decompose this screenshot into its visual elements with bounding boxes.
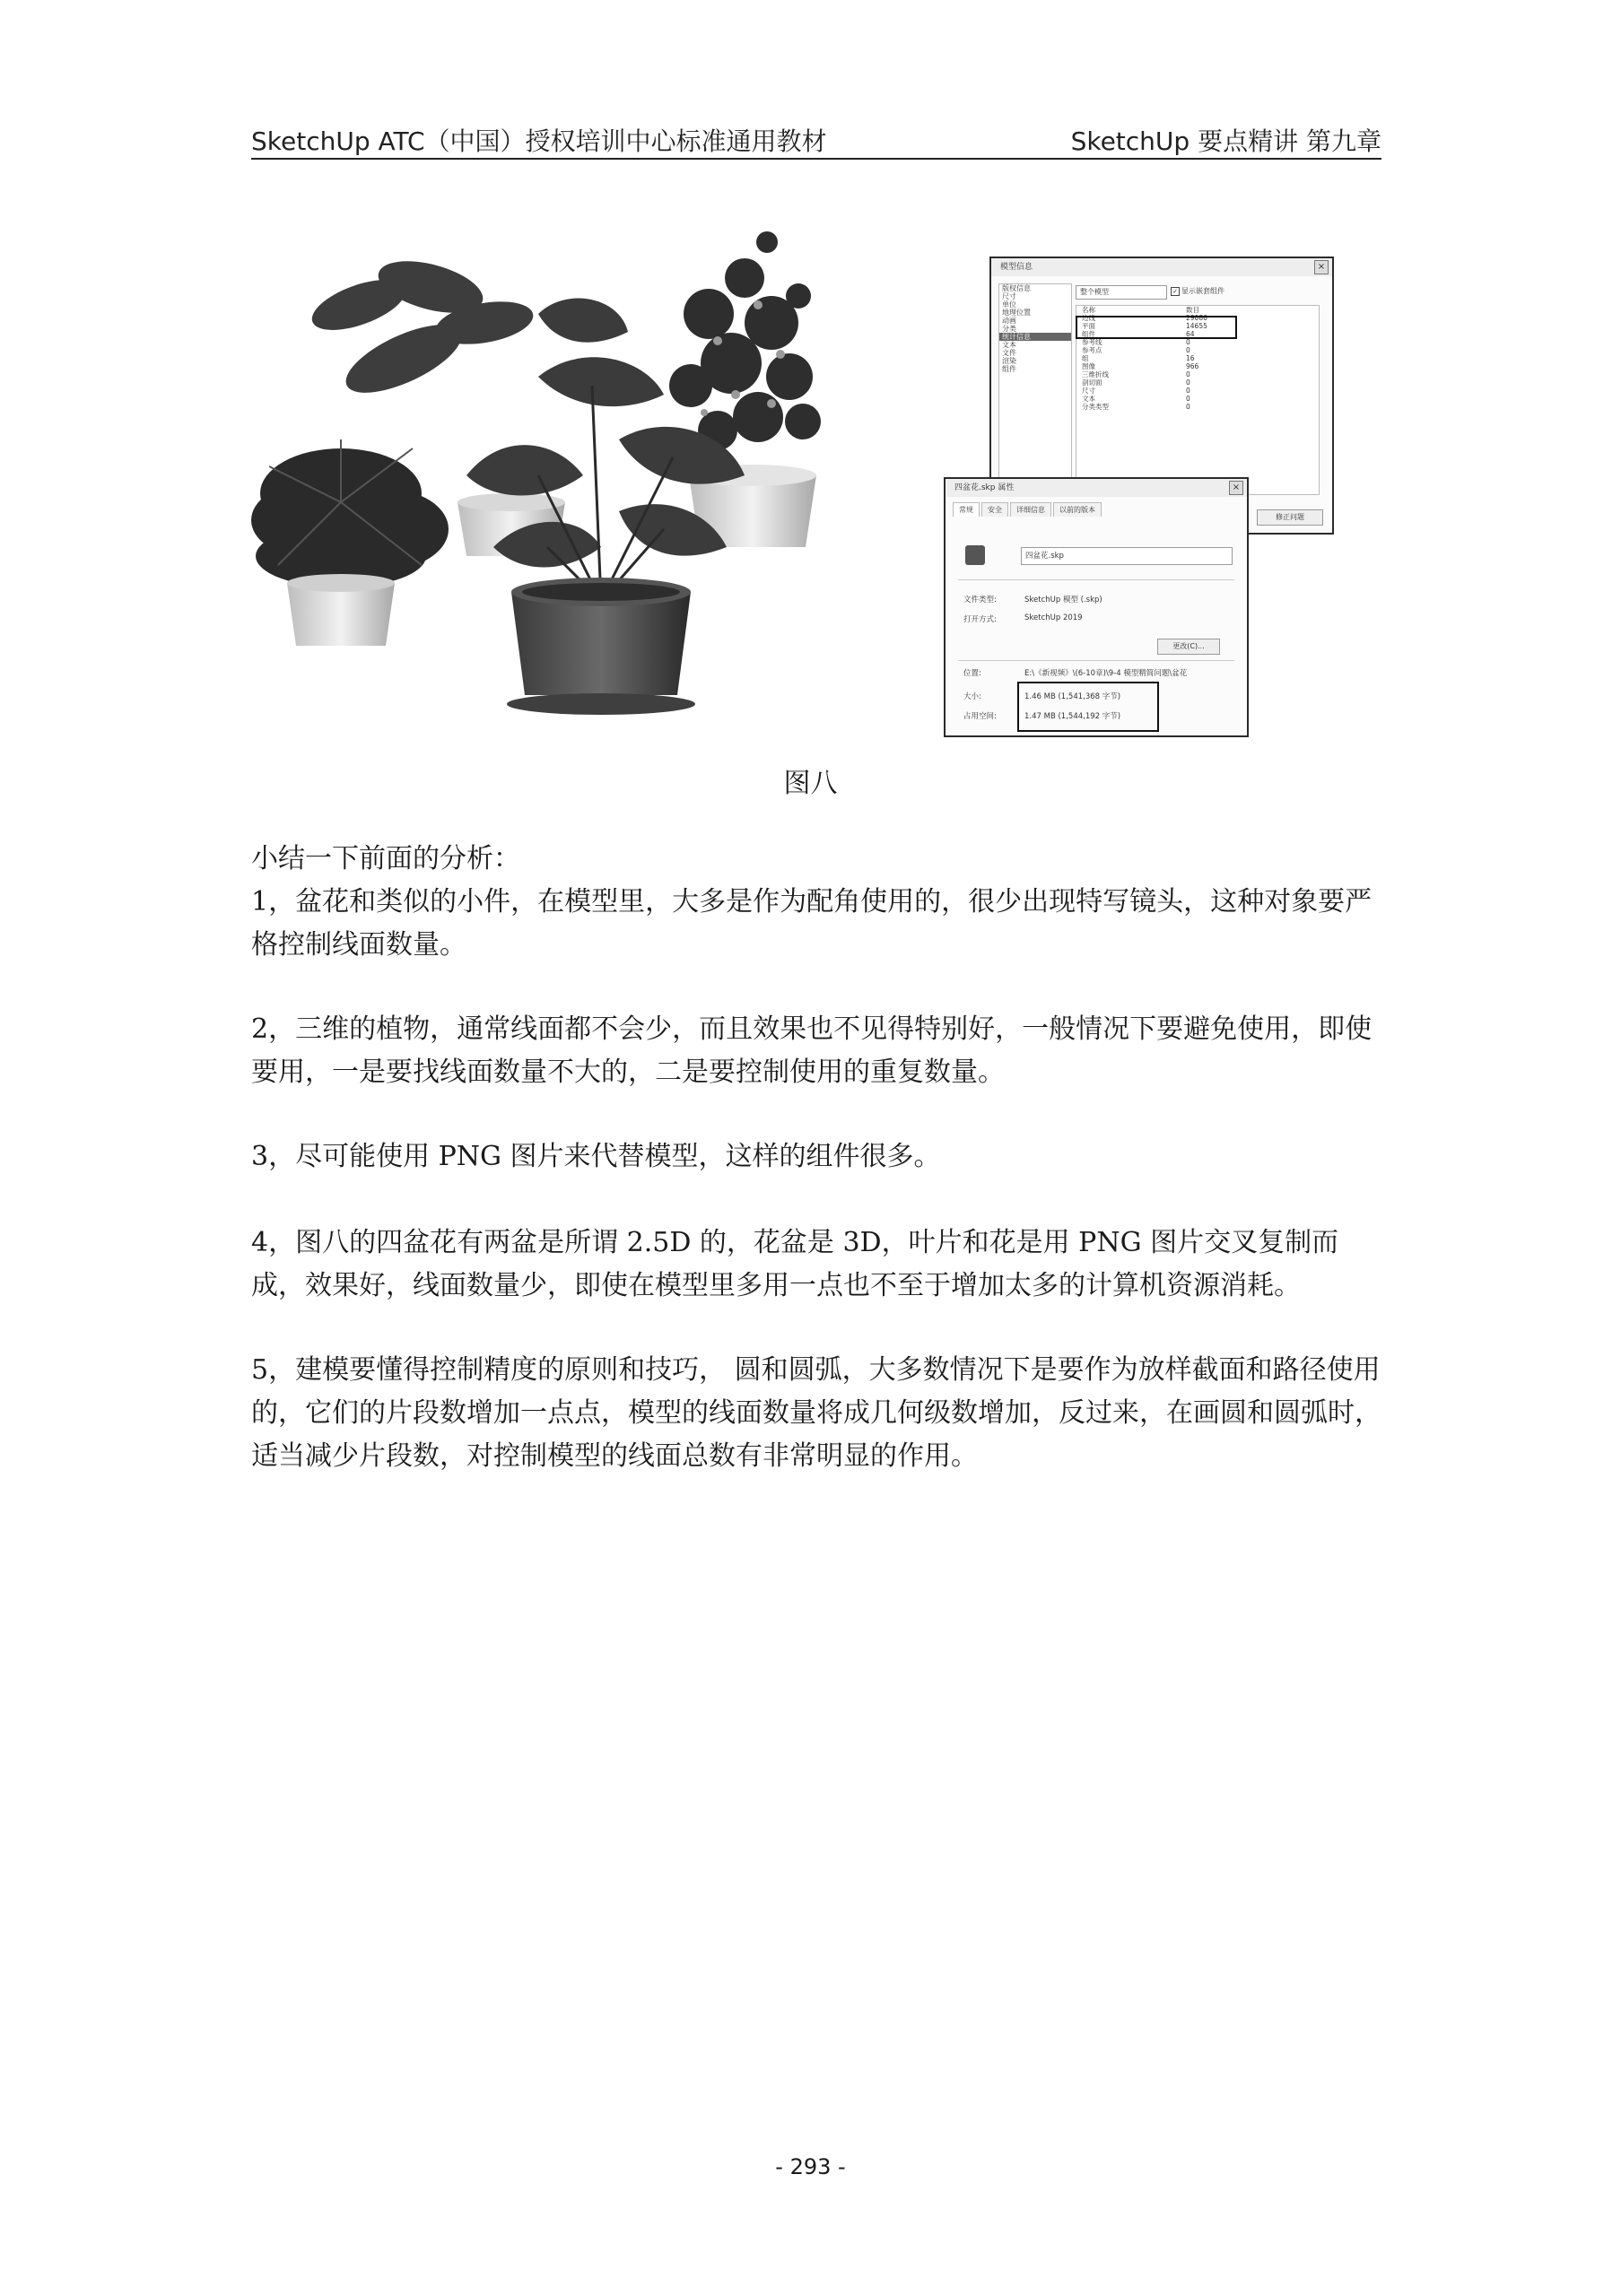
table-row: 文本 0: [1082, 395, 1190, 403]
disk-size-label: 占用空间:: [963, 712, 997, 721]
file-properties-dialog: [944, 477, 1249, 737]
nav-item: 地理位置: [1002, 309, 1031, 317]
nav-item: 尺寸: [1002, 292, 1016, 300]
paragraph-3: 3，尽可能使用 PNG 图片来代替模型，这样的组件很多。: [251, 1141, 941, 1172]
page-header: [251, 115, 1381, 160]
check-icon: ✓: [1171, 287, 1180, 296]
table-row: 图像 966: [1082, 362, 1199, 370]
nav-item: 渲染: [1002, 357, 1016, 365]
tab-details: 详细信息: [1010, 502, 1051, 517]
model-info-title: 模型信息: [991, 258, 1332, 276]
page-number: - 293 -: [775, 2154, 846, 2179]
tab-general: 常规: [953, 502, 980, 517]
properties-title: 四盆花.skp 属性: [946, 479, 1247, 497]
table-row: 分类类型 0: [1082, 403, 1190, 411]
open-with-value: SketchUp 2019: [1024, 613, 1083, 622]
table-row: 参考点 0: [1082, 346, 1190, 354]
close-icon: ×: [1229, 481, 1243, 495]
table-row: 平面 14655: [1082, 322, 1207, 330]
paragraph-5: 5，建模要懂得控制精度的原则和技巧， 圆和圆弧，大多数情况下是要作为放样截面和路径使用的，它们的片段数增加一点点，模型的线面数量将成几何级数增加，反过来，在画圆和圆弧时，适当减少片段数，对控制模型的线面总数有非常明显的作用。: [251, 1354, 1381, 1472]
nav-item: 分类: [1002, 325, 1016, 333]
properties-tabs: [953, 502, 1103, 517]
nav-item: 单位: [1002, 300, 1016, 309]
file-type-value: SketchUp 模型 (.skp): [1024, 596, 1102, 604]
divider: [958, 660, 1234, 661]
divider: [958, 579, 1234, 580]
figure-eight: [242, 206, 1381, 735]
table-row: 尺寸 0: [1082, 387, 1190, 395]
close-icon: ×: [1314, 260, 1329, 274]
nav-item: 动画: [1002, 317, 1016, 325]
tab-previous-versions: 以前的版本: [1053, 502, 1102, 517]
nested-components-checkbox: [1171, 286, 1224, 297]
table-row: 组 16: [1082, 354, 1195, 362]
highlight-box: [1017, 682, 1159, 732]
size-label: 大小:: [963, 692, 981, 701]
nav-item: 文本: [1002, 341, 1016, 349]
file-type-label: 文件类型:: [963, 596, 997, 604]
change-button: 更改(C)...: [1157, 639, 1220, 655]
potted-plants-illustration: [242, 206, 960, 735]
highlight-box: [1076, 316, 1237, 339]
table-row: 边线 29086: [1082, 314, 1207, 322]
location-label: 位置:: [963, 669, 981, 678]
table-row: 参考线 0: [1082, 338, 1190, 346]
open-with-label: 打开方式:: [963, 615, 997, 624]
location-value: E:\《新视频》\(6-10章)\9-4 模型精简问题\盆花: [1024, 669, 1188, 678]
disk-size-value: 1.47 MB (1,544,192 字节): [1024, 712, 1121, 721]
paragraph-1: 1，盆花和类似的小件，在模型里，大多是作为配角使用的，很少出现特写镜头，这种对象要严格控制线面数量。: [251, 886, 1373, 961]
table-row: 组件 64: [1082, 330, 1195, 338]
table-row: 三维折线 0: [1082, 370, 1190, 378]
fix-problems-button: 修正问题: [1257, 509, 1323, 526]
table-row: 剖切面 0: [1082, 378, 1190, 387]
figure-caption: 图八: [783, 768, 838, 799]
scope-combo: 整个模型: [1076, 285, 1167, 300]
nav-item-selected: 统计信息: [999, 333, 1071, 341]
header-book-title: SketchUp ATC（中国）授权培训中心标准通用教材: [251, 126, 827, 156]
nav-item: 文件: [1002, 349, 1016, 357]
nav-item: 版权信息: [1002, 284, 1031, 292]
nav-item: 组件: [1002, 365, 1016, 373]
checkbox-label: 显示嵌套组件: [1181, 287, 1224, 295]
table-header: 名称 数目: [1082, 306, 1199, 314]
skp-file-icon: [965, 545, 985, 565]
size-value: 1.46 MB (1,541,368 字节): [1024, 692, 1121, 701]
summary-intro: 小结一下前面的分析：: [251, 843, 520, 874]
filename-field: 四盆花.skp: [1021, 547, 1233, 565]
paragraph-4: 4，图八的四盆花有两盆是所谓 2.5D 的，花盆是 3D，叶片和花是用 PNG 图片交叉复制而成，效果好，线面数量少，即使在模型里多用一点也不至于增加太多的计算机资源消耗。: [251, 1227, 1339, 1301]
tab-security: 安全: [981, 502, 1008, 517]
header-chapter: SketchUp 要点精讲 第九章: [1070, 126, 1381, 156]
paragraph-2: 2，三维的植物，通常线面都不会少，而且效果也不见得特别好，一般情况下要避免使用，即使要用，一是要找线面数量不大的，二是要控制使用的重复数量。: [251, 1013, 1373, 1088]
